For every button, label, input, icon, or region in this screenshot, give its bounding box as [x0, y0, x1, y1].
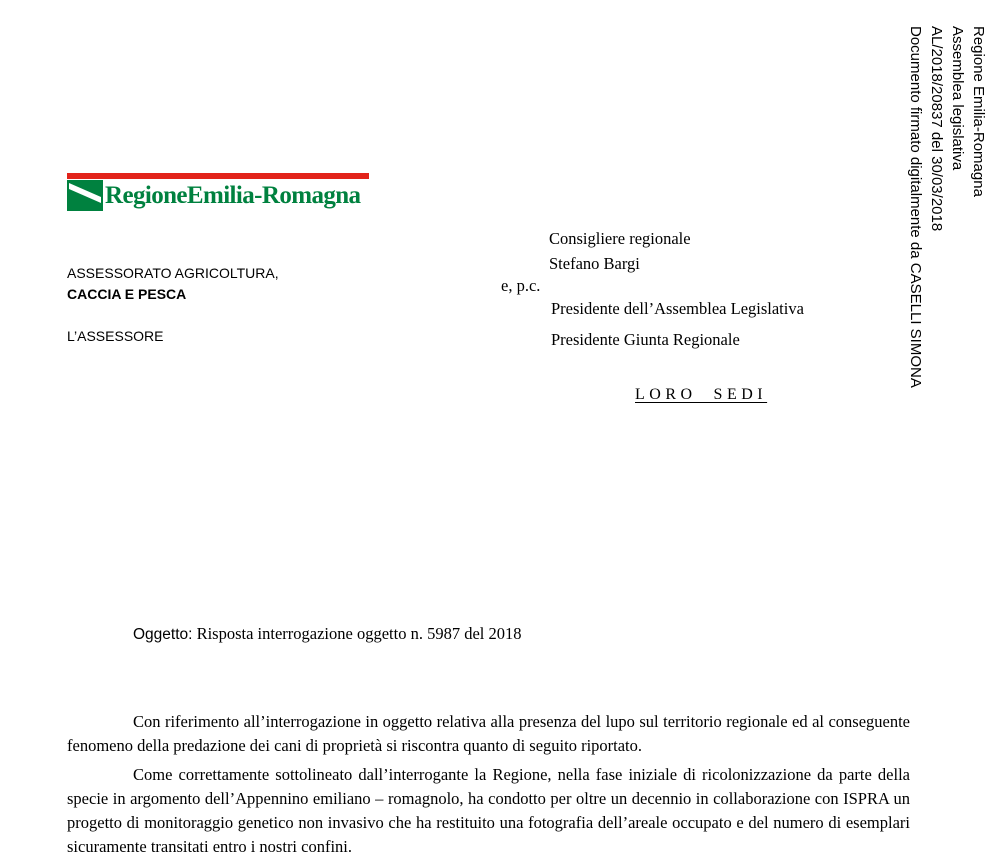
loro-sedi: LORO SEDI [635, 386, 768, 403]
stamp-line-2: Assemblea legislativa [949, 26, 966, 171]
cc-label: e, p.c. [501, 276, 541, 295]
office-line-1: ASSESSORATO AGRICOLTURA, [67, 265, 279, 281]
recipient-line-3: Presidente dell’Assemblea Legislativa [551, 299, 804, 318]
subject-text: Risposta interrogazione oggetto n. 5987 del 2018 [196, 624, 522, 643]
body-paragraph-1: Con riferimento all’interrogazione in oggetto relativa alla presenza del lupo sul territorio regionale ed al conseguente fenomeno della predazione dei cani di proprietà si riscontra quanto di seguito riportato. [67, 712, 910, 755]
subject-line [133, 624, 522, 644]
body-paragraph-2: Come correttamente sottolineato dall’interrogante la Regione, nella fase iniziale di ricolonizzazione da parte della specie in argomento dell’Appennino emiliano – romagnolo, ha condotto per oltre un decennio in collaborazione con ISPRA un progetto di monitoraggio genetico non invasivo che ha restituito una fotografia dell’areale occupato e del numero di esemplari sicuramente transitati entro i nostri confini. [67, 765, 910, 856]
subject-label: Oggetto: [133, 626, 193, 643]
recipient-line-1: Consigliere regionale [549, 229, 691, 248]
recipient-line-4: Presidente Giunta Regionale [551, 330, 740, 349]
regione-logo [67, 173, 369, 215]
logo-mark-icon [67, 177, 103, 211]
stamp-line-3: AL/2018/20837 del 30/03/2018 [928, 26, 945, 232]
protocol-stamp [905, 26, 989, 388]
office-name [67, 263, 279, 305]
office-line-2: CACCIA E PESCA [67, 286, 187, 302]
logo-red-bar [67, 173, 369, 179]
recipient-line-2: Stefano Bargi [549, 254, 640, 273]
signer-role: L’ASSESSORE [67, 328, 164, 344]
logo-text: RegioneEmilia-Romagna [105, 182, 361, 209]
stamp-line-1: Regione Emilia-Romagna [970, 26, 987, 197]
stamp-line-4: Documento firmato digitalmente da CASELLI SIMONA [907, 26, 924, 388]
